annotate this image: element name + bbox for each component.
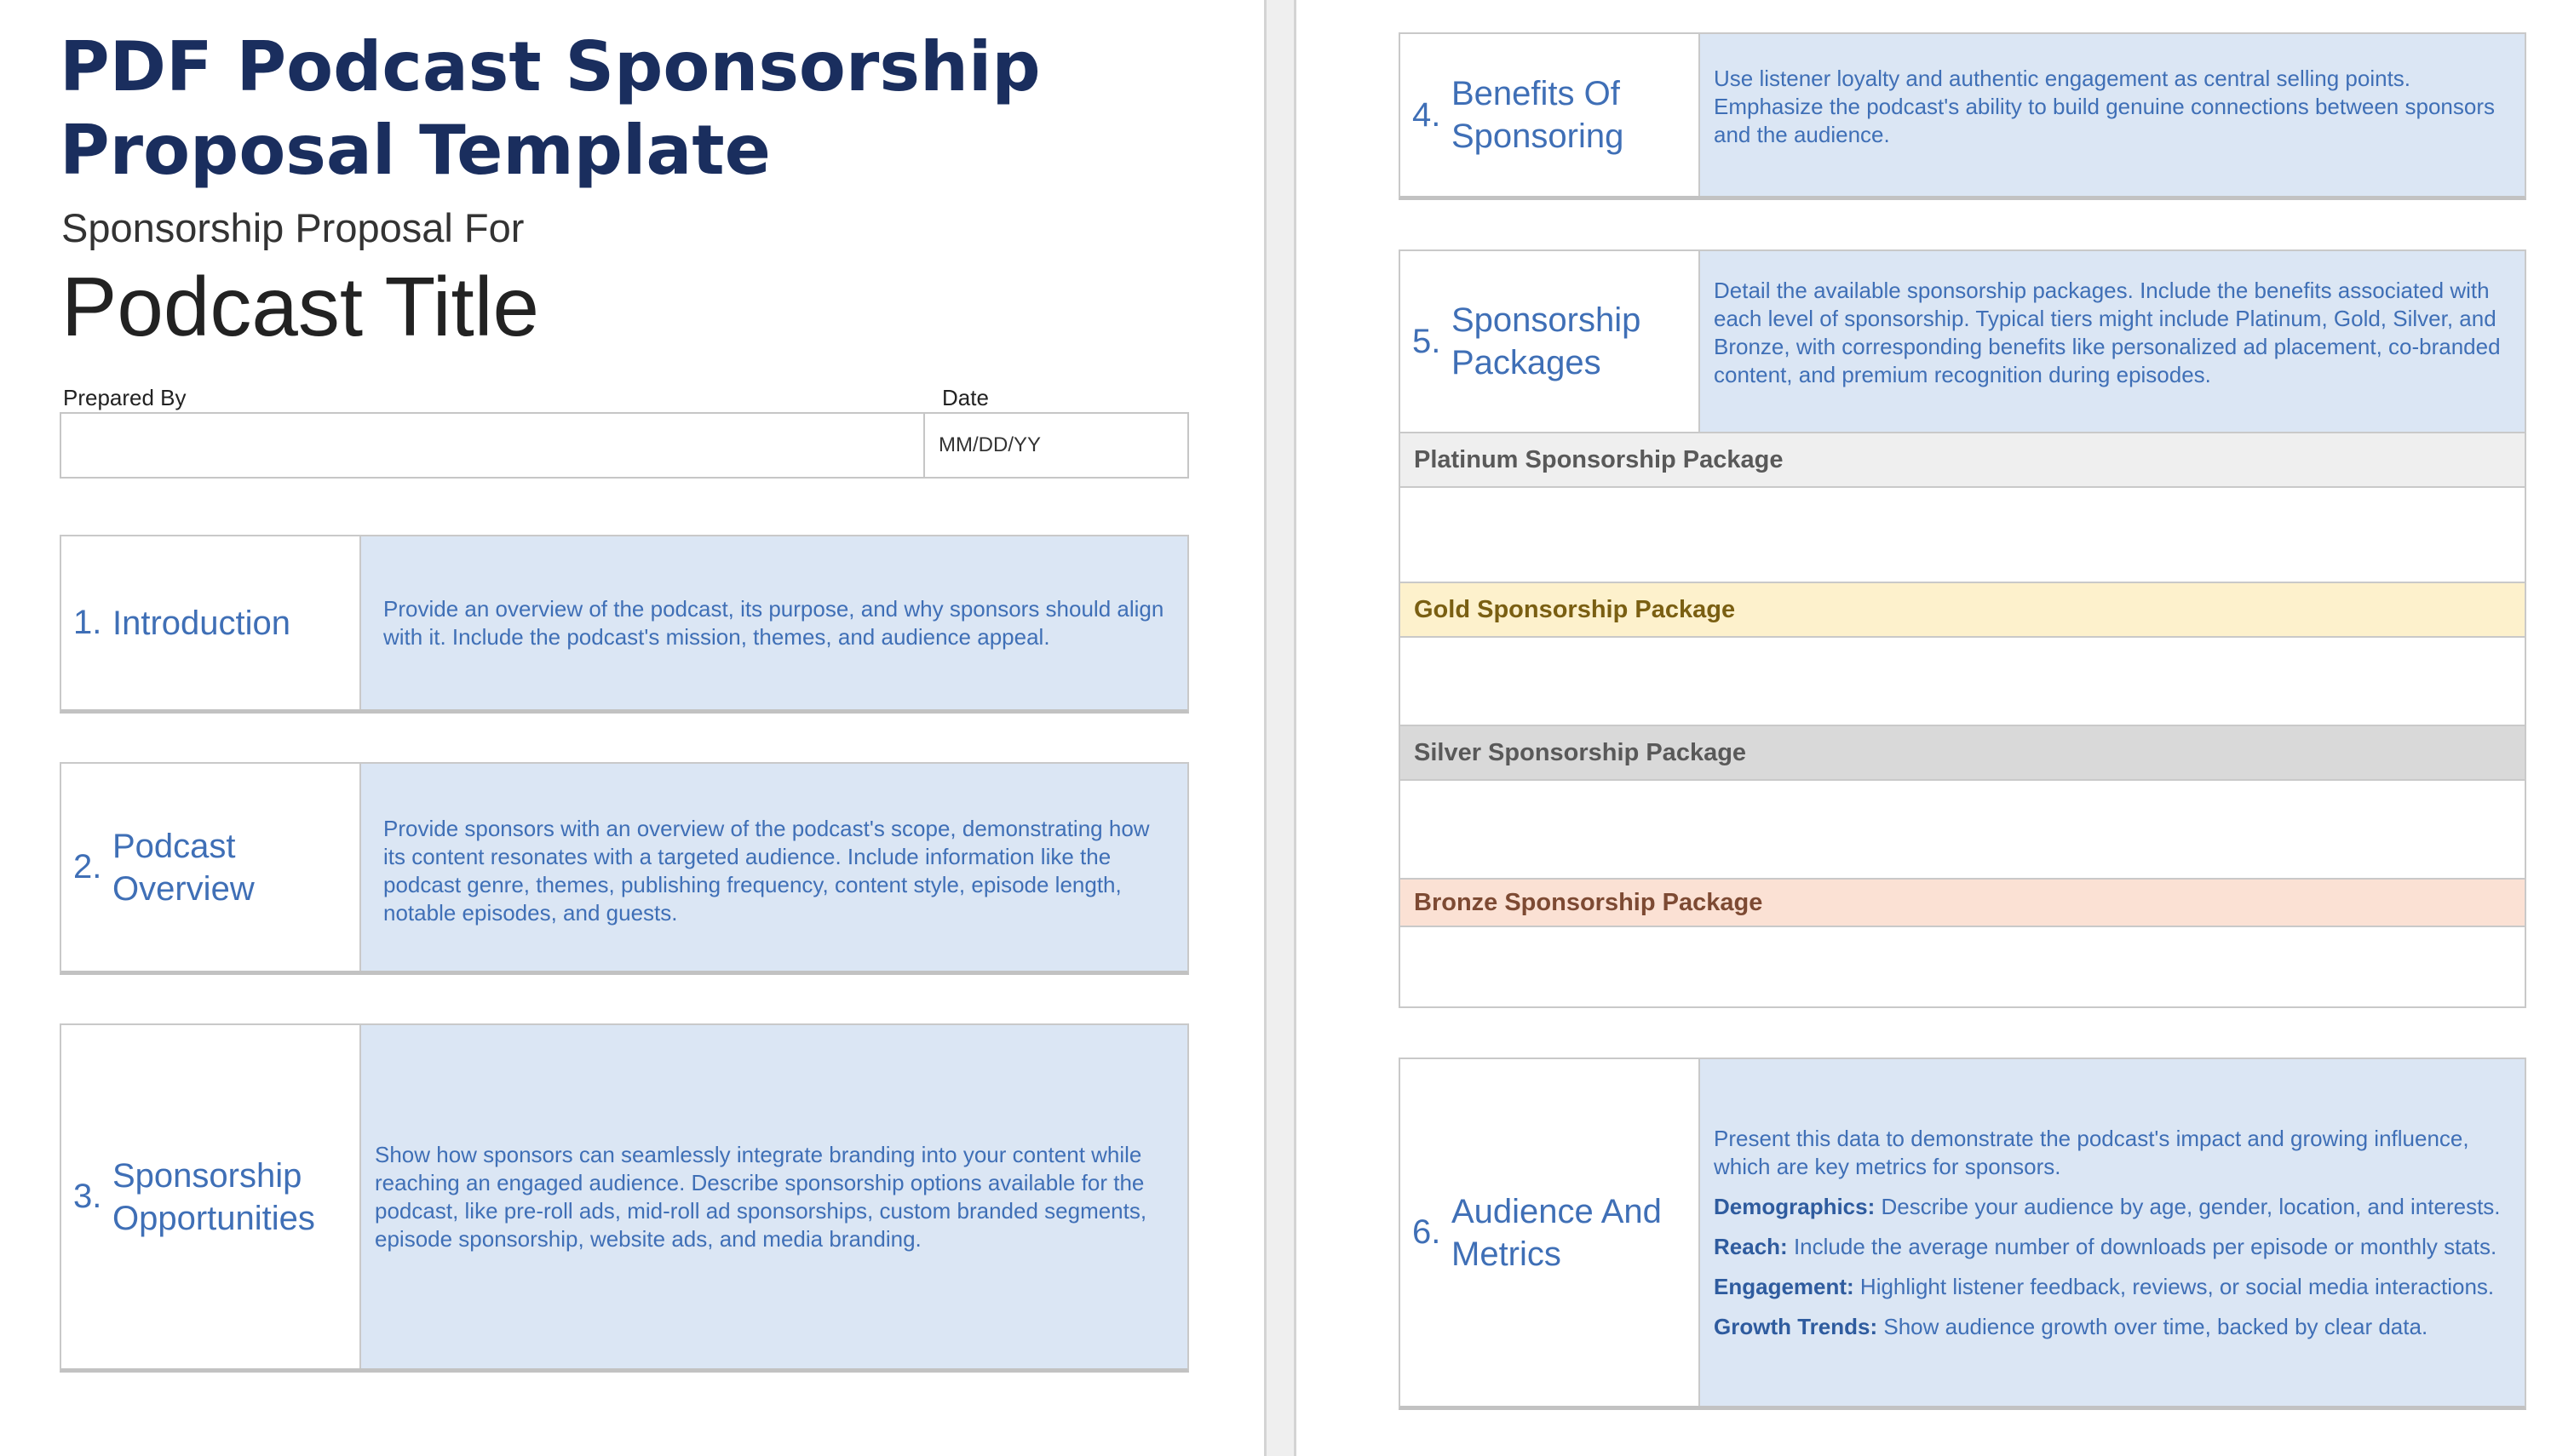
metric-engagement — [1714, 1273, 2508, 1301]
date-field[interactable]: MM/DD/YY — [939, 433, 1041, 456]
metric-growth-trends — [1714, 1313, 2508, 1341]
section-description[interactable] — [361, 1025, 1187, 1368]
section-audience-and-metrics — [1399, 1058, 2526, 1410]
section-description[interactable] — [1700, 251, 2525, 432]
section-sponsorship-packages — [1399, 249, 2526, 432]
section-number: 3. — [73, 1178, 102, 1215]
metrics-intro: Present this data to demonstrate the podcast's impact and growing influence, which are key metrics for sponsors. — [1714, 1125, 2469, 1179]
section-description[interactable] — [1700, 1059, 2525, 1406]
description-text: Show how sponsors can seamlessly integrate branding into your content while reaching an engaged audience. Describe sponsorship options available for the podcast, like pre-roll ads, mid-roll ad sponsorships, custom branded segments, episode sponsorship, website ads, and media branding. — [375, 1141, 1147, 1252]
metric-text: Include the average number of downloads per episode or monthly stats. — [1793, 1233, 2497, 1259]
description-text: Detail the available sponsorship packages. Include the benefits associated with each level of sponsorship. Typical tiers might include Platinum, Gold, Silver, and Bronze, with corresponding benefits like personalized ad placement, co-branded content, and premium recognition during episodes. — [1714, 278, 2501, 387]
package-bronze-body[interactable] — [1400, 927, 2525, 1000]
section-description[interactable] — [361, 536, 1187, 709]
metric-text: Show audience growth over time, backed by clear data. — [1883, 1313, 2428, 1339]
metric-text: Describe your audience by age, gender, location, and interests. — [1881, 1193, 2501, 1219]
section-description[interactable] — [1700, 34, 2525, 196]
metric-label: Reach: — [1714, 1233, 1788, 1259]
section-number: 2. — [73, 848, 102, 886]
metric-text: Highlight listener feedback, reviews, or social media interactions. — [1859, 1273, 2495, 1299]
sponsorship-packages-table — [1399, 432, 2526, 1008]
section-podcast-overview — [60, 762, 1189, 975]
section-label — [61, 764, 361, 971]
section-title: Sponsorship Opportunities — [112, 1156, 315, 1237]
section-title: Benefits Of Sponsoring — [1451, 75, 1624, 155]
section-number: 1. — [73, 604, 102, 641]
package-gold-body[interactable] — [1400, 638, 2525, 726]
prepared-by-date-form — [60, 412, 1189, 479]
description-text: Provide an overview of the podcast, its purpose, and why sponsors should align with it. Include the podcast's mission, themes, and audience appeal. — [383, 595, 1164, 650]
page-divider — [1264, 0, 1296, 1456]
section-label — [1400, 251, 1700, 432]
package-bronze-header: Bronze Sponsorship Package — [1400, 880, 2525, 927]
metric-reach — [1714, 1233, 2508, 1261]
date-label: Date — [942, 385, 989, 410]
package-silver-header: Silver Sponsorship Package — [1400, 726, 2525, 781]
section-benefits-of-sponsoring — [1399, 32, 2526, 200]
description-text: Use listener loyalty and authentic engagement as central selling points. Emphasize the podcast's ability to build genuine connections between sponsors and the audience. — [1714, 66, 2495, 147]
page-title: PDF Podcast Sponsorship Proposal Template — [60, 27, 1041, 190]
package-platinum-body[interactable] — [1400, 488, 2525, 583]
section-label — [61, 1025, 361, 1368]
prepared-by-label: Prepared By — [63, 385, 187, 410]
proposal-subtitle: Sponsorship Proposal For — [61, 205, 525, 250]
prepared-by-field[interactable] — [61, 414, 925, 477]
section-sponsorship-opportunities — [60, 1023, 1189, 1373]
section-number: 6. — [1412, 1213, 1441, 1251]
podcast-title[interactable]: Podcast Title — [61, 260, 540, 353]
section-label — [61, 536, 361, 709]
section-label — [1400, 1059, 1700, 1406]
package-gold-header: Gold Sponsorship Package — [1400, 583, 2525, 638]
metric-label: Engagement: — [1714, 1273, 1854, 1299]
section-number: 4. — [1412, 95, 1441, 134]
section-title: Podcast Overview — [112, 827, 255, 908]
package-platinum-header: Platinum Sponsorship Package — [1400, 433, 2525, 488]
metric-demographics — [1714, 1193, 2508, 1221]
section-label — [1400, 34, 1700, 196]
description-text: Provide sponsors with an overview of the podcast's scope, demonstrating how its content resonates with a targeted audience. Include information like the podcast genre, themes, publishing frequency, content style, episode length, notable episodes, and guests. — [383, 816, 1150, 926]
section-description[interactable] — [361, 764, 1187, 971]
section-title: Audience And Metrics — [1451, 1192, 1662, 1273]
section-introduction — [60, 535, 1189, 714]
section-title: Introduction — [112, 604, 291, 642]
package-silver-body[interactable] — [1400, 781, 2525, 880]
metric-label: Demographics: — [1714, 1193, 1876, 1219]
section-title: Sponsorship Packages — [1451, 301, 1641, 381]
metric-label: Growth Trends: — [1714, 1313, 1878, 1339]
section-number: 5. — [1412, 322, 1441, 360]
